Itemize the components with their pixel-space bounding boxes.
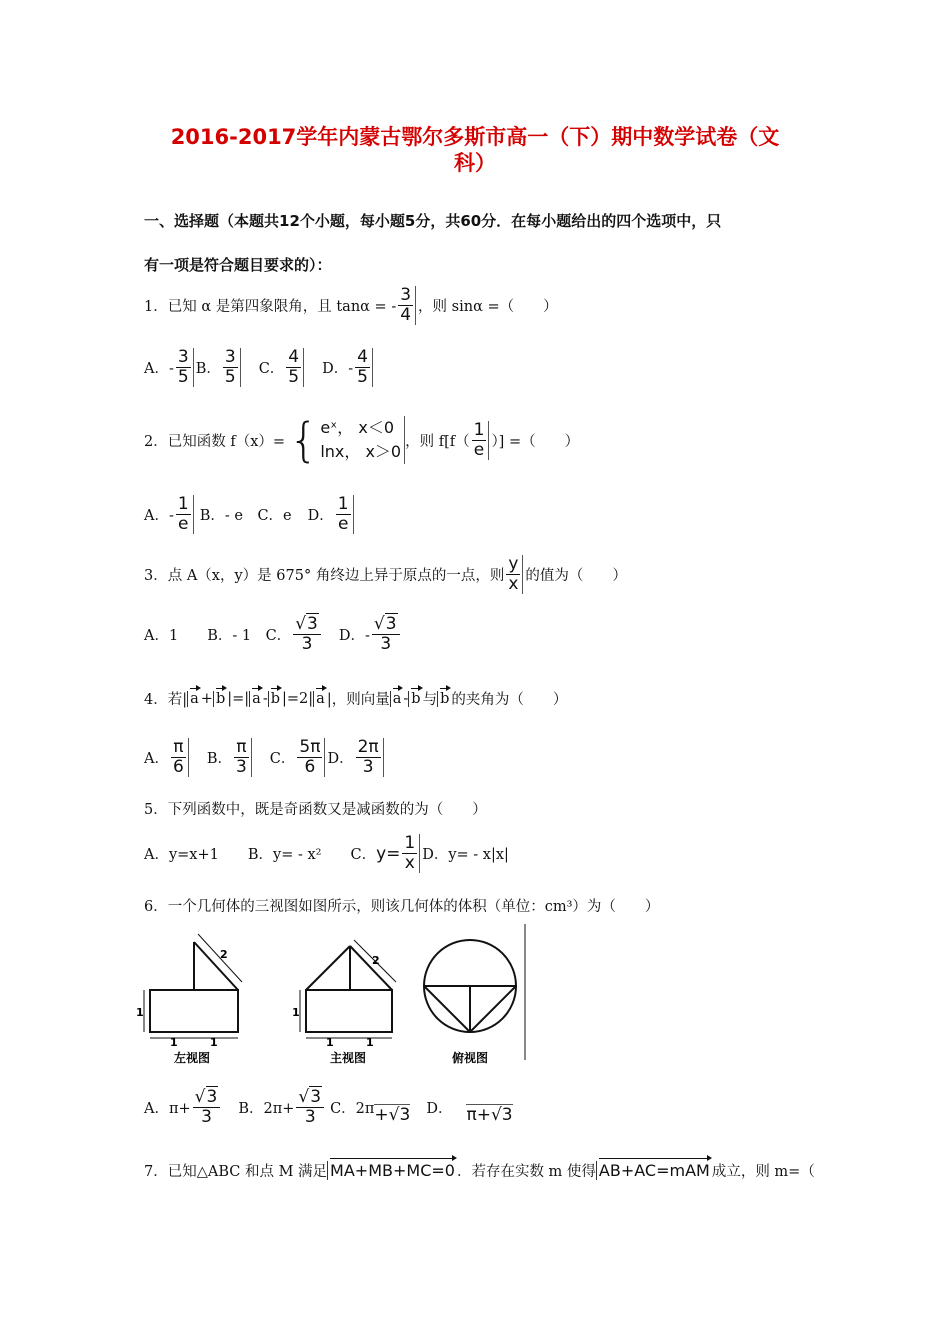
option-c[interactable]: C． xyxy=(258,361,285,377)
dimension-label: 1 xyxy=(292,1006,300,1019)
option-d[interactable]: D．y= - x|x| xyxy=(422,847,509,863)
question-5-stem: 5．下列函数中，既是奇函数又是减函数的为（ ） xyxy=(144,802,487,818)
option-a[interactable]: A．- xyxy=(144,361,174,377)
dimension-label: 1 xyxy=(366,1036,374,1049)
option-d[interactable]: D．- xyxy=(322,361,354,377)
question-4-options: A． $\frac{\pi}{6}$ B． $\frac{\pi}{3}$ C． $\frac{5\pi}{6}$ D． $\frac{2\pi}{3}$ xyxy=(144,738,386,777)
vector-a: a xyxy=(390,691,404,707)
option-a-b-c[interactable]: A．1 B．- 1 C． xyxy=(144,628,292,644)
section-heading-line2: 有一项是符合题目要求的）： xyxy=(144,256,332,274)
option-c[interactable]: C． xyxy=(269,751,296,767)
fraction: $\frac{3}{4}$ xyxy=(398,286,416,325)
question-6-options: A．π+ $\frac{√3}{3}$ B．2π+ $\frac{√3}{3}$ C．2π +√3 D． π+√3 xyxy=(144,1087,513,1127)
option-b[interactable]: B． xyxy=(206,751,232,767)
left-view-label: 左视图 xyxy=(174,1051,211,1065)
option-b[interactable]: B． xyxy=(195,361,221,377)
dimension-label: 1 xyxy=(210,1036,218,1049)
option-a-b[interactable]: A．y=x+1 B．y= - x² C． xyxy=(144,847,377,863)
front-view-label: 主视图 xyxy=(330,1051,367,1065)
section-heading xyxy=(144,210,824,276)
option-a[interactable]: A．- xyxy=(144,508,174,524)
dimension-label: 2 xyxy=(372,954,380,967)
question-2-options: A．- $\frac{1}{e}$ B．- e C．e D． $\frac{1}{e}$ xyxy=(144,495,356,534)
question-1-options: A．- $\frac{3}{5}$ B． $\frac{3}{5}$ C． $\frac{4}{5}$ D．- $\frac{4}{5}$ xyxy=(144,348,375,387)
top-view-label: 俯视图 xyxy=(452,1051,489,1065)
vector-b: b xyxy=(268,691,282,707)
exam-title-line2: 科） xyxy=(454,151,496,175)
option-a[interactable]: A．π+ xyxy=(144,1101,191,1117)
vector-b: b xyxy=(213,691,227,707)
option-c[interactable]: C．2π xyxy=(330,1101,375,1117)
question-5-options: A．y=x+1 B．y= - x² C． y= $\frac{1}{x}$ D．y= - x|x| xyxy=(144,833,509,873)
question-2-stem: 2．已知函数 f（x）= { eˣ， x＜0 lnx， x＞0 ，则 f[f（ $\frac{1}{e}$ ）] =（ ） xyxy=(144,413,580,467)
option-d[interactable]: D． xyxy=(426,1101,453,1117)
question-3-options: A．1 B．- 1 C． $\frac{√3}{3}$ D．- $\frac{√3}{3}$ xyxy=(144,615,402,654)
vector-b: b xyxy=(408,691,422,707)
exam-title xyxy=(150,124,800,176)
piecewise-function: eˣ， x＜0 lnx， x＞0 xyxy=(320,416,405,464)
front-view xyxy=(300,940,396,1038)
dimension-label: 1 xyxy=(326,1036,334,1049)
dimension-label: 1 xyxy=(136,1006,144,1019)
vector-b: b xyxy=(437,691,451,707)
option-a[interactable]: A． xyxy=(144,751,169,767)
question-7-stem: 7．已知△ABC 和点 M 满足 MA+MB+MC=0 ．若存在实数 m 使得 AB+AC=mAM 成立，则 m=（ xyxy=(144,1161,815,1180)
section-heading-line1: 一、选择题（本题共12个小题，每小题5分，共60分．在每小题给出的四个选项中，只 xyxy=(144,212,722,230)
vector-a: a xyxy=(249,691,263,707)
vector-a: a xyxy=(313,691,327,707)
question-1-stem: 1．已知 α 是第四象限角，且 tanα = - $\frac{3}{4}$ ，则 sinα =（ ） xyxy=(144,285,558,325)
dimension-label: 1 xyxy=(170,1036,178,1049)
dimension-label: 2 xyxy=(220,948,228,961)
top-view xyxy=(424,924,525,1060)
option-d[interactable]: D． xyxy=(307,508,334,524)
vector-equation: MA+MB+MC=0 xyxy=(327,1161,457,1180)
question-4-stem: 4．若| a + b |=| a - b |=2| a |，则向量 a - b 与 b 的夹角为（ ） xyxy=(144,690,568,708)
option-d[interactable]: D． xyxy=(327,751,354,767)
three-view-figure xyxy=(136,920,525,1070)
vector-a: a xyxy=(187,691,201,707)
vector-equation: AB+AC=mAM xyxy=(596,1161,712,1180)
option-b-c[interactable]: B．- e C．e xyxy=(199,508,292,524)
option-b[interactable]: B．2π+ xyxy=(238,1101,295,1117)
brace-icon: { xyxy=(289,413,319,467)
question-6-stem: 6．一个几何体的三视图如图所示，则该几何体的体积（单位：cm³）为（ ） xyxy=(144,899,660,915)
exam-title-line1: 2016-2017学年内蒙古鄂尔多斯市高一（下）期中数学试卷（文 xyxy=(170,125,780,149)
question-3-stem: 3．点 A（x，y）是 675° 角终边上异于原点的一点，则 $\frac{y}{x}$ 的值为（ ） xyxy=(144,554,627,594)
option-d[interactable]: D．- xyxy=(338,628,370,644)
